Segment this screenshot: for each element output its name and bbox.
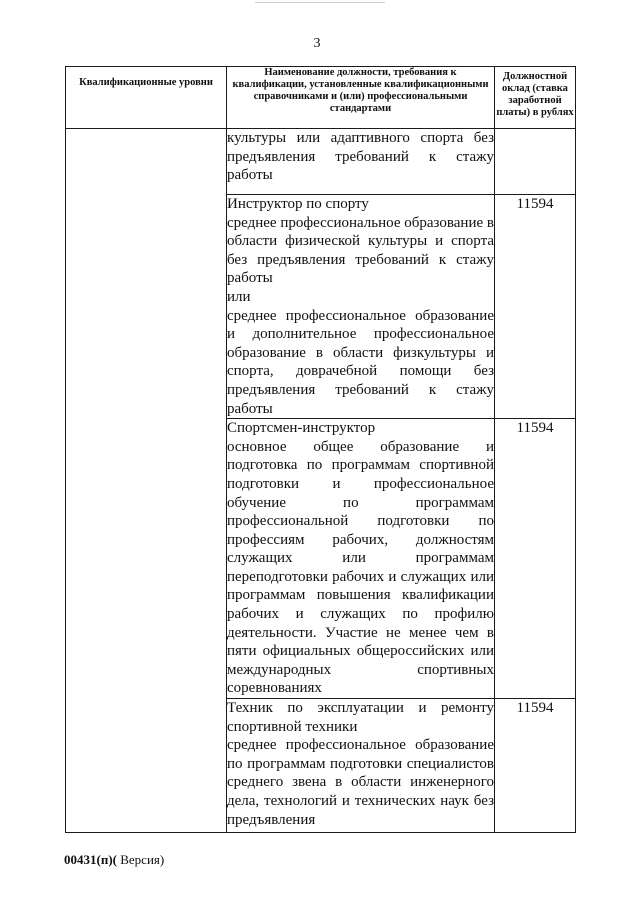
top-edge-line — [255, 2, 385, 3]
requirements-text: среднее профессиональное образование по программам подготовки специалистов среднего звена в области инженерного дела, технологий и технических наук без предъявления — [227, 737, 494, 828]
requirements-text: среднее профессиональное образование в области физической культуры и спорта без предъявления требований к стажу работы или среднее профессиональное образование и дополнительное профессиональное образование в области физкультуры и спорта, доврачебной помощи без предъявления требований к стажу работы — [227, 214, 494, 417]
header-levels: Квалификационные уровни — [66, 67, 227, 129]
salary-cell — [495, 129, 576, 195]
position-title: Инструктор по спорту — [227, 196, 369, 212]
position-title: Техник по эксплуатации и ремонту спортивной техники — [227, 700, 494, 735]
salary-cell: 11594 — [495, 195, 576, 419]
qualification-table — [65, 66, 576, 833]
header-position: Наименование должности, требования к квалификации, установленные квалификационными справочниками и (или) профессиональными стандартами — [227, 67, 495, 129]
position-cell — [227, 699, 495, 833]
position-cell — [227, 419, 495, 699]
qualification-level-cell — [66, 129, 227, 833]
table-header-row — [66, 67, 576, 129]
requirements-text: культуры или адаптивного спорта без предъявления требований к стажу работы — [227, 130, 494, 184]
salary-cell: 11594 — [495, 419, 576, 699]
position-cell — [227, 195, 495, 419]
document-footer-code — [64, 852, 164, 868]
position-cell — [227, 129, 495, 195]
table-row — [66, 129, 576, 195]
position-title: Спортсмен-инструктор — [227, 420, 376, 437]
requirements-text: основное общее образование и подготовка по программам спортивной подготовки и профессиональное обучение по программам профессиональной подготовки по профессиям рабочих, должностям служащих или программам переподготовки рабочих и служащих или программам повышения квалификации рабочих и служащих по профилю деятельности. Участие не менее чем в пяти официальных общероссийских или международных спортивных соревнованиях — [227, 438, 494, 697]
header-salary: Должностной оклад (ставка заработной платы) в рублях — [495, 67, 576, 129]
salary-cell: 11594 — [495, 699, 576, 833]
footer-code-number: 00431(п)( — [64, 852, 117, 867]
page-number: 3 — [313, 36, 321, 51]
footer-version: Версия) — [116, 852, 165, 867]
